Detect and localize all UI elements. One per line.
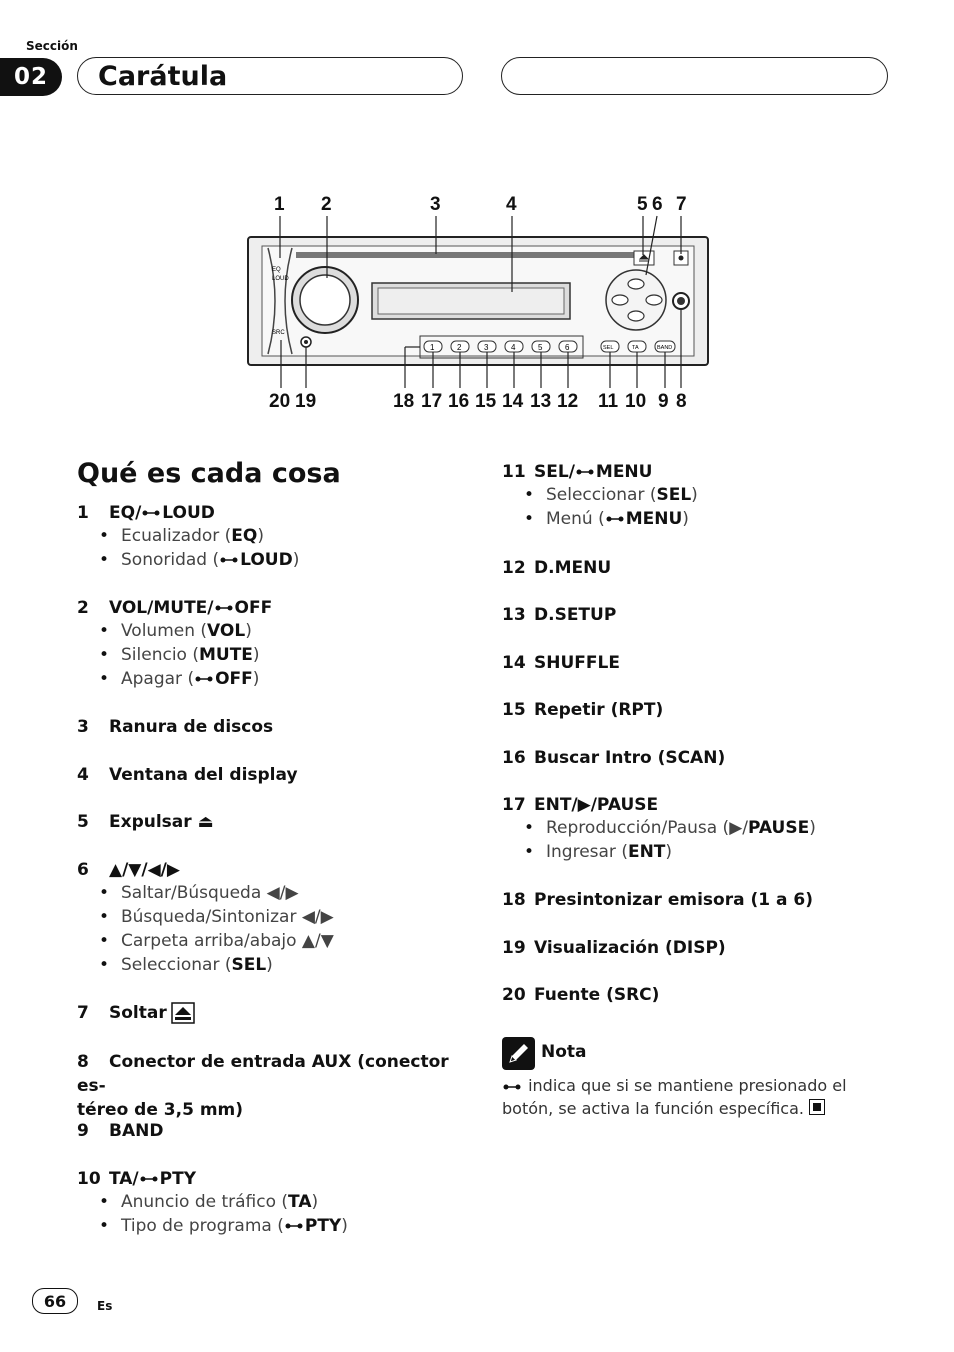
preset-label-5: 5 <box>538 343 543 352</box>
item-number: 19 <box>502 938 526 958</box>
note-body: indica que si se mantiene presionado el botón, se activa la función específica. <box>502 1076 847 1118</box>
bullet-item: • Ecualizador (EQ) <box>77 524 299 548</box>
item-number: 4 <box>77 765 89 785</box>
item-label-bold: PTY <box>159 1169 197 1189</box>
callout-13: 13 <box>530 391 552 412</box>
list-item-19 <box>502 938 726 958</box>
panel-label-src: SRC <box>272 330 285 336</box>
list-item-10 <box>77 1169 348 1238</box>
item-number: 18 <box>502 890 526 910</box>
joystick-up[interactable] <box>628 279 644 289</box>
callout-5: 5 <box>637 194 648 215</box>
item-label: D.MENU <box>534 558 612 578</box>
list-item-12 <box>502 558 611 578</box>
callout-4: 4 <box>506 194 517 215</box>
item-label: Conector de entrada AUX (conector es- <box>77 1052 449 1096</box>
end-mark-icon <box>809 1099 825 1115</box>
item-label: TA/ <box>109 1169 139 1189</box>
bullet-item: • Volumen (VOL) <box>77 619 272 643</box>
sel-label: SEL <box>603 345 614 351</box>
list-item-7 <box>77 1002 195 1024</box>
bullet-item: • Búsqueda/Sintonizar ◀/▶ <box>77 905 334 929</box>
item-number: 2 <box>77 598 89 618</box>
bullet-item: • Tipo de programa ( PTY) <box>77 1214 348 1238</box>
callout-19: 19 <box>295 391 317 412</box>
joystick-right[interactable] <box>646 295 662 305</box>
list-item-1 <box>77 503 299 572</box>
item-label: Ranura de discos <box>109 717 274 737</box>
item-label: BAND <box>109 1121 164 1141</box>
section-heading: Qué es cada cosa <box>77 458 341 489</box>
item-label: Expulsar ⏏ <box>109 812 214 832</box>
list-item-18 <box>502 890 813 910</box>
hold-icon <box>214 603 234 613</box>
callout-20: 20 <box>269 391 291 412</box>
item-number: 20 <box>502 985 526 1005</box>
hold-icon <box>575 467 595 477</box>
item-number: 6 <box>77 860 89 880</box>
bullet-item: • Carpeta arriba/abajo ▲/▼ <box>77 929 334 953</box>
page-title <box>77 57 463 95</box>
item-label: SEL/ <box>534 462 575 482</box>
preset-label-6: 6 <box>565 343 570 352</box>
item-number: 8 <box>77 1052 89 1072</box>
bullet-item: • Saltar/Búsqueda ◀/▶ <box>77 881 334 905</box>
preset-label-1: 1 <box>430 343 435 352</box>
pen-icon <box>502 1037 535 1070</box>
bullet-item: • Ingresar (ENT) <box>502 840 816 864</box>
panel-label-eq: EQ <box>272 267 281 273</box>
list-item-20 <box>502 985 659 1005</box>
bullet-item: • Seleccionar (SEL) <box>77 953 334 977</box>
item-label: Soltar <box>109 1003 167 1023</box>
joystick-left[interactable] <box>612 295 628 305</box>
callout-12: 12 <box>557 391 579 412</box>
item-number: 7 <box>77 1003 89 1023</box>
band-label: BAND <box>657 345 673 351</box>
callout-1: 1 <box>274 194 285 215</box>
item-label-line-2: téreo de 3,5 mm) <box>77 1100 244 1120</box>
list-item-8 <box>77 1050 457 1122</box>
volume-knob[interactable] <box>300 275 350 325</box>
callout-10: 10 <box>625 391 647 412</box>
list-item-3 <box>77 717 273 737</box>
callout-11: 11 <box>598 391 619 412</box>
item-label: Repetir (RPT) <box>534 700 664 720</box>
callout-17: 17 <box>421 391 443 412</box>
item-label: Ventana del display <box>109 765 298 785</box>
bullet-item: • Sonoridad ( LOUD) <box>77 548 299 572</box>
section-label: Sección <box>26 39 78 53</box>
language-code: Es <box>97 1299 113 1313</box>
item-label-bold: OFF <box>234 598 273 618</box>
callout-3: 3 <box>430 194 441 215</box>
item-number: 9 <box>77 1121 89 1141</box>
item-number: 5 <box>77 812 89 832</box>
hold-icon <box>141 508 161 518</box>
list-item-6 <box>77 860 334 977</box>
note-text <box>502 1074 892 1120</box>
joystick-down[interactable] <box>628 311 644 321</box>
disc-slot <box>296 252 646 258</box>
release-icon <box>171 1002 195 1024</box>
item-label: SHUFFLE <box>534 653 620 673</box>
bullet-item: • Apagar ( OFF) <box>77 667 272 691</box>
item-label: EQ/ <box>109 503 142 523</box>
ta-label: TA <box>632 345 639 351</box>
preset-label-2: 2 <box>457 343 462 352</box>
item-number: 14 <box>502 653 526 673</box>
item-number: 15 <box>502 700 526 720</box>
header-empty-box <box>501 57 888 95</box>
item-number: 11 <box>502 462 526 482</box>
item-label: ENT/▶/PAUSE <box>534 795 659 815</box>
item-number: 1 <box>77 503 89 523</box>
list-item-2 <box>77 598 272 691</box>
item-number: 3 <box>77 717 89 737</box>
panel-label-loud: LOUD <box>272 276 289 282</box>
list-item-15 <box>502 700 663 720</box>
section-number: 02 <box>0 58 62 96</box>
list-item-9 <box>77 1121 163 1141</box>
list-item-17 <box>502 795 816 864</box>
callout-9: 9 <box>658 391 669 412</box>
item-label-bold: LOUD <box>162 503 215 523</box>
item-label: Visualización (DISP) <box>534 938 726 958</box>
callout-16: 16 <box>448 391 470 412</box>
callout-7: 7 <box>676 194 687 215</box>
callout-18: 18 <box>393 391 415 412</box>
item-label: D.SETUP <box>534 605 617 625</box>
item-label: Fuente (SRC) <box>534 985 660 1005</box>
item-number: 12 <box>502 558 526 578</box>
disp-button-dot <box>304 340 308 344</box>
list-item-4 <box>77 765 298 785</box>
list-item-11 <box>502 462 698 531</box>
list-item-14 <box>502 653 620 673</box>
page-title-text: Carátula <box>98 60 228 92</box>
release-icon <box>679 256 684 261</box>
bullet-item: • Seleccionar (SEL) <box>502 483 698 507</box>
item-number: 10 <box>77 1169 101 1189</box>
callout-15: 15 <box>475 391 497 412</box>
page-number: 66 <box>32 1288 78 1314</box>
item-label: Presintonizar emisora (1 a 6) <box>534 890 813 910</box>
hold-icon <box>219 555 239 565</box>
front-panel-diagram <box>0 180 954 420</box>
callout-6: 6 <box>652 194 663 215</box>
preset-label-4: 4 <box>511 343 516 352</box>
bullet-item: • Anuncio de tráfico (TA) <box>77 1190 348 1214</box>
list-item-16 <box>502 748 725 768</box>
note-pen-icon <box>502 1037 535 1070</box>
callout-14: 14 <box>502 391 524 412</box>
callout-8: 8 <box>676 391 687 412</box>
bullet-item: • Reproducción/Pausa (▶/PAUSE) <box>502 816 816 840</box>
hold-icon <box>284 1221 304 1231</box>
list-item-5 <box>77 812 214 832</box>
item-label-bold: MENU <box>595 462 653 482</box>
hold-icon <box>194 674 214 684</box>
bullet-item: • Silencio (MUTE) <box>77 643 272 667</box>
item-number: 17 <box>502 795 526 815</box>
item-number: 13 <box>502 605 526 625</box>
display-inner <box>378 288 564 314</box>
item-label: ▲/▼/◀/▶ <box>109 860 180 880</box>
callout-2: 2 <box>321 194 332 215</box>
hold-icon <box>605 514 625 524</box>
bullet-item: • Menú ( MENU) <box>502 507 698 531</box>
list-item-13 <box>502 605 616 625</box>
item-label: Buscar Intro (SCAN) <box>534 748 726 768</box>
item-number: 16 <box>502 748 526 768</box>
aux-jack-hole <box>677 297 685 305</box>
hold-icon <box>502 1082 522 1092</box>
hold-icon <box>139 1174 159 1184</box>
item-label: VOL/MUTE/ <box>109 598 214 618</box>
note-label: Nota <box>541 1042 587 1062</box>
preset-label-3: 3 <box>484 343 489 352</box>
